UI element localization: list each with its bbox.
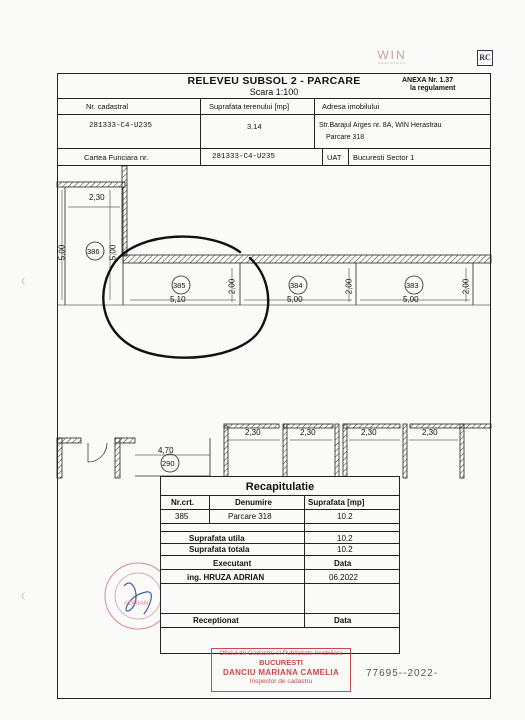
- wall: [460, 424, 464, 478]
- wall: [57, 182, 125, 187]
- uat-label: UAT: [327, 153, 342, 162]
- wall: [123, 255, 491, 263]
- area-label: Suprafata terenului [mp]: [209, 102, 290, 111]
- wall: [57, 438, 62, 478]
- cadastre-stamp: Oficiul de Cadastru si Publicitate Imobiliara BUCURESTI DANCIU MARIANA CAMELIA Inspector de cadastru: [211, 648, 351, 692]
- signature: [124, 583, 151, 614]
- wall: [283, 424, 287, 478]
- dimension-label: 2,00: [227, 278, 237, 295]
- spot-number-385: 385: [173, 281, 186, 290]
- document-title: RELEVEU SUBSOL 2 - PARCARE: [187, 75, 361, 87]
- row-den: Parcare 318: [228, 512, 272, 521]
- address-line-2: Parcare 318: [326, 134, 365, 141]
- util-label: Suprafata utila: [189, 534, 245, 543]
- seal-text: ADRIAN: [124, 600, 149, 607]
- dimension-label: 2,30: [89, 193, 105, 202]
- cadastral-value: 281333-C4-U235: [89, 122, 153, 130]
- wall: [115, 438, 120, 478]
- exec-name: ing. HRUZA ADRIAN: [187, 573, 265, 582]
- total-label: Suprafata totala: [189, 545, 250, 554]
- spot-number-383: 383: [406, 281, 419, 290]
- dimension-label: 5,10: [170, 295, 186, 304]
- door-swing: [88, 443, 107, 462]
- data-label: Data: [334, 559, 352, 568]
- exec-label: Executant: [213, 559, 252, 568]
- wall: [224, 426, 228, 478]
- annex-label: ANEXA Nr. 1.37 la regulament: [402, 77, 456, 92]
- col-nr-header: Nr.crt.: [171, 498, 195, 507]
- recap-table: [160, 476, 400, 654]
- address-label: Adresa imobilului: [322, 102, 380, 111]
- dimension-label: 4,70: [158, 446, 174, 455]
- util-value: 10.2: [337, 534, 353, 543]
- registration-number: 77695--2022-: [366, 668, 439, 679]
- dimension-label: 5,00: [108, 244, 118, 261]
- seal-inner: [115, 573, 161, 619]
- col-sup-header: Suprafata [mp]: [308, 498, 365, 507]
- cadastral-label: Nr. cadastral: [86, 102, 129, 111]
- spot-number-290: 290: [162, 459, 175, 468]
- spot-number-384: 384: [290, 281, 303, 290]
- row-sup: 10.2: [337, 512, 353, 521]
- row-nr: 385: [175, 512, 189, 521]
- dimension-label: 2,00: [344, 278, 354, 295]
- area-value: 3.14: [247, 122, 262, 131]
- scale-label: Scara 1:100: [249, 87, 299, 97]
- dimension-label: 2,30: [245, 428, 261, 437]
- dimension-label: 2,00: [461, 278, 471, 295]
- address-line-1: Str.Barajul Arges nr. 8A, WIN Herastrau: [319, 122, 442, 129]
- dimension-label: 2,30: [361, 428, 377, 437]
- cf-value: 281333-C4-U235: [212, 153, 276, 161]
- dimension-label: 5,00: [403, 295, 419, 304]
- spot-number-386: 386: [87, 247, 100, 256]
- dimension-label: 2,30: [422, 428, 438, 437]
- wall: [343, 424, 347, 478]
- exec-date: 06.2022: [329, 573, 358, 582]
- win-logo: WIN HERASTRAU: [377, 48, 407, 65]
- recep-label: Receptionat: [193, 616, 239, 625]
- dimension-label: 5,00: [57, 244, 67, 261]
- recep-data-label: Data: [334, 616, 352, 625]
- total-value: 10.2: [337, 545, 353, 554]
- dimension-label: 2,30: [300, 428, 316, 437]
- wall: [403, 424, 407, 478]
- cf-label: Cartea Funciara nr.: [84, 153, 149, 162]
- dimension-label: 5,00: [287, 295, 303, 304]
- recap-title: Recapitulatie: [245, 481, 315, 493]
- rc-logo: RC: [477, 50, 493, 66]
- wall: [335, 424, 339, 478]
- col-den-header: Denumire: [235, 498, 272, 507]
- wall: [57, 438, 81, 443]
- uat-value: Bucuresti Sector 1: [353, 153, 415, 162]
